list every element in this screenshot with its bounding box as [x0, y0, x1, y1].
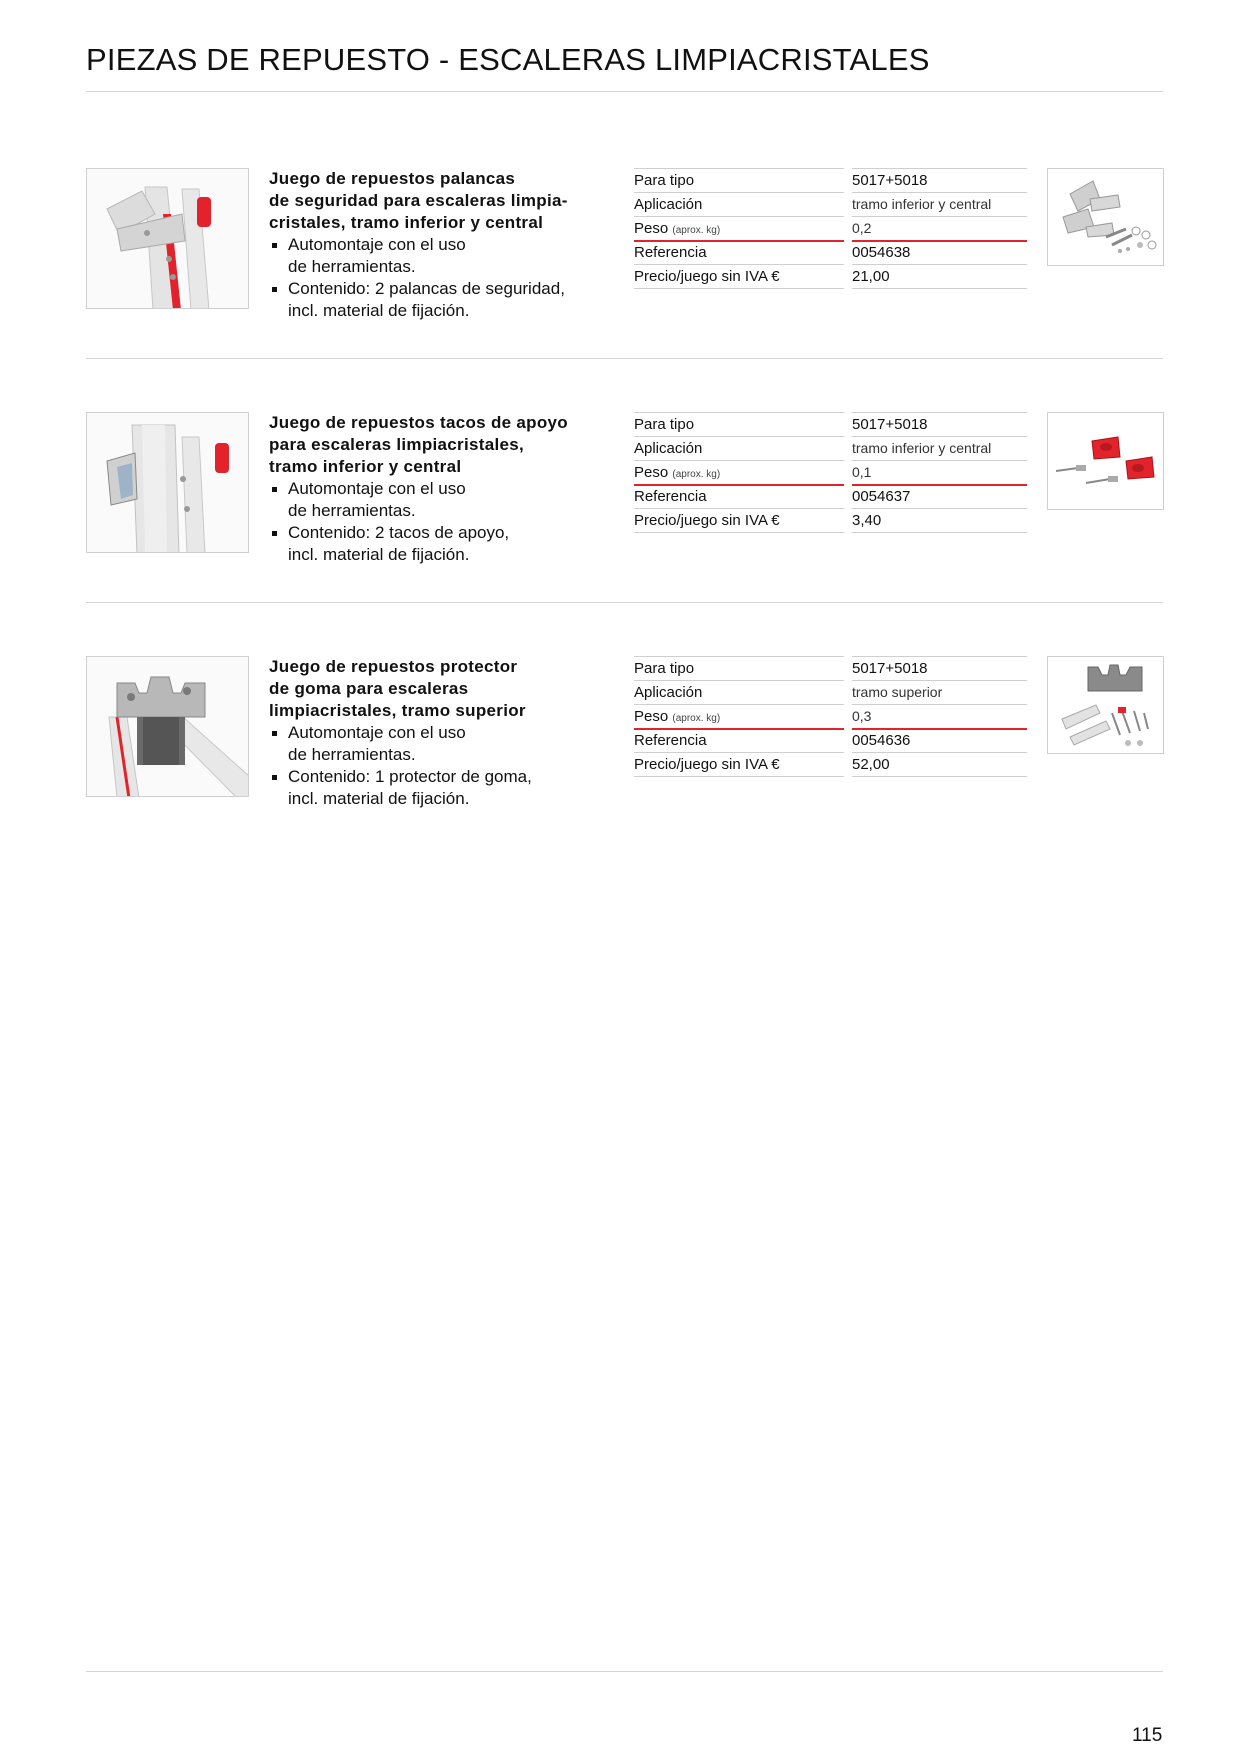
- spec-row-reference: Referencia 0054638: [634, 240, 1027, 264]
- feature-list: [269, 234, 599, 322]
- spec-row-price: Precio/juego sin IVA € 52,00: [634, 752, 1027, 776]
- spec-row-reference: Referencia 0054636: [634, 728, 1027, 752]
- section-divider: [86, 602, 1163, 603]
- product-photo-support-blocks: [86, 412, 249, 553]
- spec-row-reference: Referencia 0054637: [634, 484, 1027, 508]
- product-description: [269, 656, 599, 810]
- spec-row-price: Precio/juego sin IVA € 3,40: [634, 508, 1027, 532]
- page-number: 115: [1132, 1725, 1163, 1746]
- section-divider: [86, 358, 1163, 359]
- product-description: [269, 168, 599, 322]
- feature-item: Automontaje con el uso de herramientas.: [269, 722, 599, 766]
- product-photo-safety-levers: [86, 168, 249, 309]
- spec-row-weight: Peso (aprox. kg) 0,3: [634, 704, 1027, 728]
- product-title: Juego de repuestos tacos de apoyo para escaleras limpiacristales, tramo inferior y central: [269, 413, 568, 476]
- page-title: PIEZAS DE REPUESTO - ESCALERAS LIMPIACRISTALES: [86, 42, 930, 77]
- feature-item: Contenido: 2 tacos de apoyo, incl. material de fijación.: [269, 522, 599, 566]
- parts-thumbnail-support-blocks: [1047, 412, 1164, 510]
- product-support-blocks: [86, 412, 1163, 587]
- parts-thumbnail-rubber-protector: [1047, 656, 1164, 754]
- spec-row-type: Para tipo 5017+5018: [634, 168, 1027, 192]
- spec-row-application: Aplicación tramo inferior y central: [634, 192, 1027, 216]
- parts-thumbnail-safety-levers: [1047, 168, 1164, 266]
- feature-item: Automontaje con el uso de herramientas.: [269, 478, 599, 522]
- spec-row-weight: Peso (aprox. kg) 0,2: [634, 216, 1027, 240]
- feature-item: Contenido: 2 palancas de seguridad, incl. material de fijación.: [269, 278, 599, 322]
- spec-row-type: Para tipo 5017+5018: [634, 412, 1027, 436]
- feature-list: [269, 722, 599, 810]
- product-description: [269, 412, 599, 566]
- product-rubber-protector: [86, 656, 1163, 831]
- feature-list: [269, 478, 599, 566]
- spec-row-type: Para tipo 5017+5018: [634, 656, 1027, 680]
- product-title: Juego de repuestos protector de goma para escaleras limpiacristales, tramo superior: [269, 657, 526, 720]
- title-divider: [86, 91, 1163, 92]
- spec-row-weight: Peso (aprox. kg) 0,1: [634, 460, 1027, 484]
- spec-row-application: Aplicación tramo superior: [634, 680, 1027, 704]
- feature-item: Automontaje con el uso de herramientas.: [269, 234, 599, 278]
- feature-item: Contenido: 1 protector de goma, incl. material de fijación.: [269, 766, 599, 810]
- product-photo-rubber-protector: [86, 656, 249, 797]
- product-title: Juego de repuestos palancas de seguridad para escaleras limpia- cristales, tramo inferior y central: [269, 169, 568, 232]
- spec-row-price: Precio/juego sin IVA € 21,00: [634, 264, 1027, 288]
- footer-divider: [86, 1671, 1163, 1672]
- spec-row-application: Aplicación tramo inferior y central: [634, 436, 1027, 460]
- product-safety-levers: [86, 168, 1163, 343]
